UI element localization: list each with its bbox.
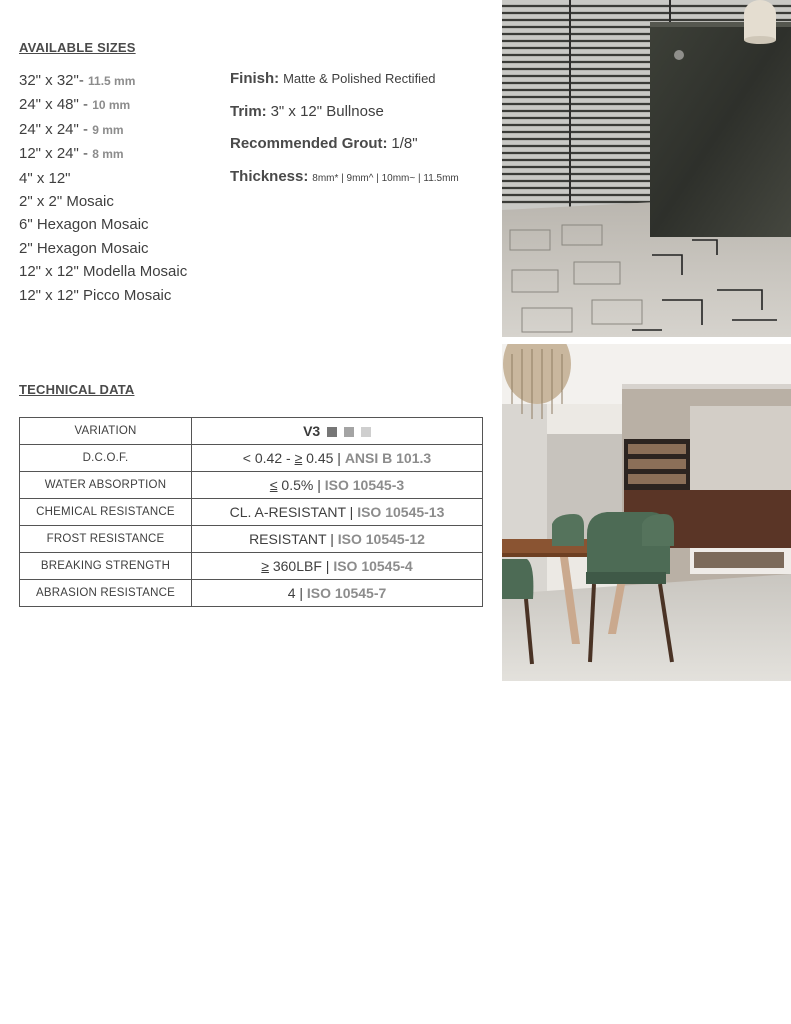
thickness-spec: Thickness: 8mm* | 9mm^ | 10mm~ | 11.5mm [230, 168, 459, 185]
list-item: 24" x 24" - 9 mm [19, 120, 124, 138]
list-item: 2" Hexagon Mosaic [19, 239, 149, 257]
technical-data-heading: TECHNICAL DATA [19, 382, 135, 397]
list-item: 32" x 32"- 11.5 mm [19, 72, 136, 89]
dining-room-photo [502, 344, 791, 681]
list-item: 24" x 48" - 10 mm [19, 96, 131, 114]
kitchen-counter-photo [502, 0, 791, 337]
table-row: WATER ABSORPTION ≤ 0.5% | ISO 10545-3 [20, 472, 483, 499]
list-item: 4" x 12" [19, 169, 71, 187]
available-sizes-heading: AVAILABLE SIZES [19, 40, 136, 55]
grout-spec: Recommended Grout: 1/8" [230, 135, 418, 152]
finish-spec: Finish: Matte & Polished Rectified [230, 70, 436, 87]
list-item: 6" Hexagon Mosaic [19, 216, 149, 234]
variation-label: VARIATION [20, 418, 192, 445]
sizes-list [19, 69, 187, 307]
table-row: BREAKING STRENGTH ≥ 360LBF | ISO 10545-4 [20, 553, 483, 580]
table-row [20, 418, 483, 445]
trim-spec: Trim: 3" x 12" Bullnose [230, 103, 384, 120]
variation-value: V3 [192, 418, 483, 445]
swatch-light [361, 427, 371, 437]
list-item: 12" x 12" Modella Mosaic [19, 263, 188, 281]
swatch-mid [344, 427, 354, 437]
list-item: 12" x 12" Picco Mosaic [19, 286, 172, 304]
table-row: D.C.O.F. < 0.42 - ≥ 0.45 | ANSI B 101.3 [20, 445, 483, 472]
swatch-dark [327, 427, 337, 437]
table-row: CHEMICAL RESISTANCE CL. A-RESISTANT | ISO 10545-13 [20, 499, 483, 526]
list-item: 12" x 24" - 8 mm [19, 145, 124, 163]
list-item: 2" x 2" Mosaic [19, 193, 114, 211]
table-row: FROST RESISTANCE RESISTANT | ISO 10545-12 [20, 526, 483, 553]
table-row: ABRASION RESISTANCE 4 | ISO 10545-7 [20, 580, 483, 607]
technical-data-table [19, 417, 483, 607]
